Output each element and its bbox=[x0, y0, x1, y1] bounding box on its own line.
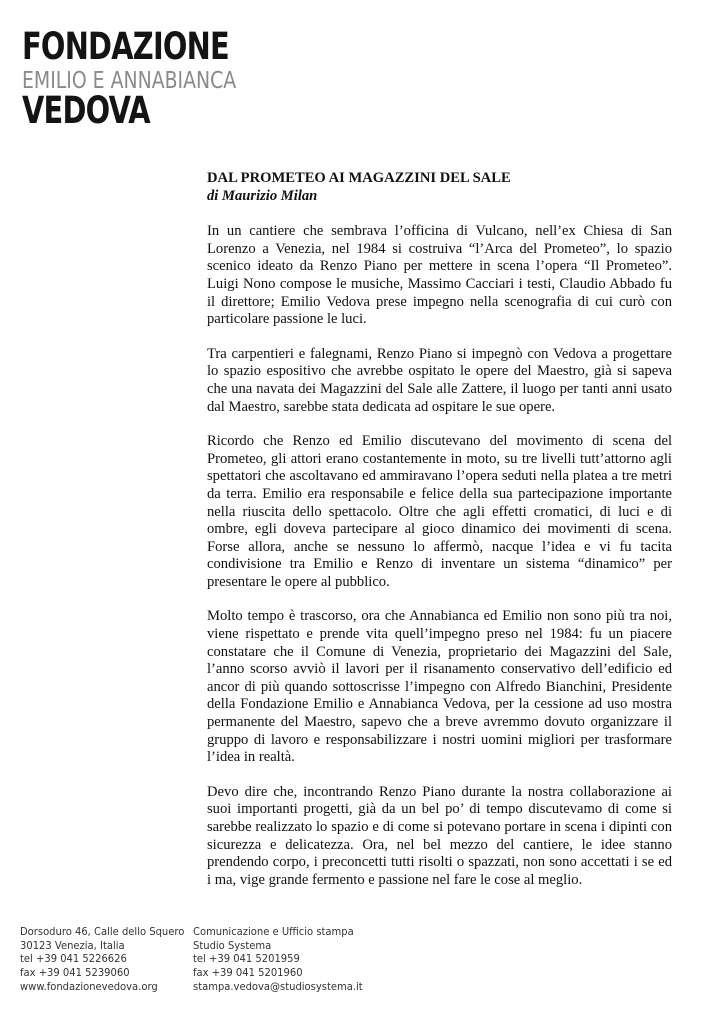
paragraph: Ricordo che Renzo ed Emilio discutevano del movimento di scena del Prometeo, gli attori erano costantemente in moto, su tre livelli tutt’attorno agli spettatori che ascoltavano ed ammiravano l’opera seduti nella platea a tre metri da terra. Emilio era responsabile e felice della sua partecipazione importante nella riuscita dello spettacolo. Oltre che agli effetti cromatici, di luci e di ombre, egli doveva partecipare al gioco dinamico dei movimenti di scena. Forse allora, anche se nessuno lo affermò, nacque l’idea e vi fu tacita condivisione tra Emilio e Renzo di inventare un sistema “dinamico” per presentare le opere al pubblico. bbox=[207, 433, 672, 590]
logo-line-fondazione: FONDAZIONE bbox=[22, 25, 229, 68]
footer-press-fax: fax +39 041 5201960 bbox=[193, 967, 303, 980]
paragraph: In un cantiere che sembrava l’officina di Vulcano, nell’ex Chiesa di San Lorenzo a Venezia, nel 1984 si costruiva “l’Arca del Prometeo”, lo spazio scenico ideato da Renzo Piano per mettere in scena l’opera “Il Prometeo”. Luigi Nono compose le musiche, Massimo Cacciari i testi, Claudio Abbado fu il direttore; Emilio Vedova prese impegno nella scenografia di cui curò con particolare passione le luci. bbox=[207, 223, 672, 328]
logo-line-names: EMILIO E ANNABIANCA bbox=[22, 68, 237, 94]
footer-fax: fax +39 041 5239060 bbox=[20, 967, 130, 980]
footer-phone: tel +39 041 5226626 bbox=[20, 953, 127, 966]
footer-press-title: Comunicazione e Ufficio stampa bbox=[193, 926, 354, 938]
article-author: di Maurizio Milan bbox=[207, 187, 318, 204]
footer-address-block bbox=[20, 926, 191, 995]
paragraph: Devo dire che, incontrando Renzo Piano durante la nostra collaborazione ai suoi importanti progetti, già da un bel po’ di tempo discutevamo di come si sarebbe realizzato lo spazio e di come si potevano portare in scena i dipinti con sicurezza e delicatezza. Ora, nel bel mezzo del cantiere, le idee stanno prendendo corpo, i preconcetti tutti risolti o spazzati, non sono accettati i se ed i ma, vige grande fermento e passione nel fare le cose al meglio. bbox=[207, 783, 672, 888]
footer-press-block bbox=[193, 926, 370, 995]
footer-press-phone: tel +39 041 5201959 bbox=[193, 953, 300, 966]
footer-city: 30123 Venezia, Italia bbox=[20, 939, 125, 952]
article-title: DAL PROMETEO AI MAGAZZINI DEL SALE bbox=[207, 170, 511, 186]
footer-press-studio: Studio Systema bbox=[193, 939, 272, 952]
footer-address: Dorsoduro 46, Calle dello Squero bbox=[20, 926, 185, 938]
article-body bbox=[207, 170, 672, 906]
footer-website: www.fondazionevedova.org bbox=[20, 980, 158, 993]
paragraph: Molto tempo è trascorso, ora che Annabianca ed Emilio non sono più tra noi, viene rispettato e prende vita quell’impegno preso nel 1984: fu un piacere constatare che il Comune di Venezia, proprietario dei Magazzini del Sale, l’anno scorso avviò il lavori per il risanamento conservativo dell’edificio ed ancor di più quando sottoscrisse l’impegno con Alfredo Bianchini, Presidente della Fondazione Emilio e Annabianca Vedova, per la cessione ad uso mostra permanente del Maestro, sapevo che a breve avremmo dovuto organizzare il gruppo di lavoro e responsabilizzare i nostri uomini migliori per trasformare l’idea in realtà. bbox=[207, 608, 672, 766]
logo-line-vedova: VEDOVA bbox=[22, 89, 150, 132]
paragraph: Tra carpentieri e falegnami, Renzo Piano si impegnò con Vedova a progettare lo spazio espositivo che avrebbe ospitato le opere del Maestro, già si sapeva che una navata dei Magazzini del Sale alle Zattere, il luogo per tanti anni usato dal Maestro, sarebbe stata dedicata ad ospitare le sue opere. bbox=[207, 345, 672, 415]
footer-press-email: stampa.vedova@studiosystema.it bbox=[193, 980, 363, 993]
